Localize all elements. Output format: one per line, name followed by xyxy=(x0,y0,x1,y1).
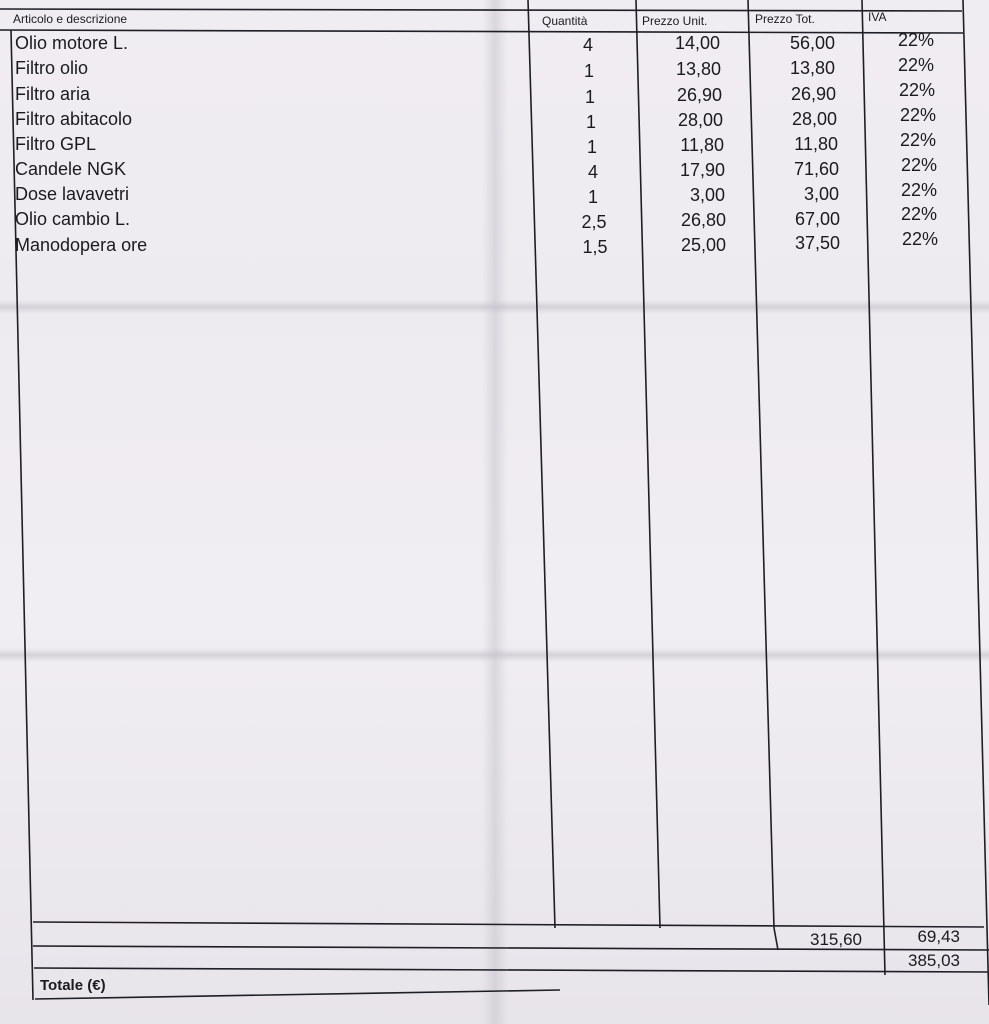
row-description: Olio cambio L. xyxy=(15,209,131,229)
row-vat: 22% xyxy=(897,30,935,50)
row-quantity: 4 xyxy=(587,162,598,182)
row-quantity: 2,5 xyxy=(581,212,607,232)
row-description: Filtro olio xyxy=(15,58,89,78)
row-quantity: 4 xyxy=(582,35,593,55)
table-row xyxy=(0,204,989,235)
header-vat: IVA xyxy=(868,10,887,24)
row-vat: 22% xyxy=(897,55,935,75)
row-unit-price: 17,90 xyxy=(679,160,725,180)
header-total-price: Prezzo Tot. xyxy=(755,12,815,26)
row-description: Filtro GPL xyxy=(15,134,97,154)
row-total-price: 71,60 xyxy=(793,159,839,179)
row-total-price: 13,80 xyxy=(789,58,835,78)
table-row xyxy=(0,55,989,84)
row-quantity: 1,5 xyxy=(582,237,608,257)
header-description: Articolo e descrizione xyxy=(13,12,128,26)
table-row xyxy=(0,80,989,110)
row-description: Olio motore L. xyxy=(15,33,129,53)
row-quantity: 1 xyxy=(587,187,598,207)
row-unit-price: 3,00 xyxy=(689,185,725,205)
row-unit-price: 26,80 xyxy=(680,210,726,230)
row-unit-price: 25,00 xyxy=(680,235,726,255)
row-vat: 22% xyxy=(900,155,938,175)
row-quantity: 1 xyxy=(584,87,595,107)
table-row xyxy=(0,130,989,160)
header-quantity: Quantità xyxy=(542,14,588,28)
row-total-price: 56,00 xyxy=(789,33,835,53)
row-description: Candele NGK xyxy=(15,159,127,179)
row-description: Dose lavavetri xyxy=(15,184,130,204)
subtotal-value: 315,60 xyxy=(810,930,862,949)
row-quantity: 1 xyxy=(586,137,597,157)
row-total-price: 11,80 xyxy=(794,134,838,154)
row-total-price: 3,00 xyxy=(803,184,839,204)
row-vat: 22% xyxy=(899,105,937,125)
total-label: Totale (€) xyxy=(40,977,106,994)
row-vat: 22% xyxy=(899,130,937,150)
row-unit-price: 13,80 xyxy=(675,59,721,79)
row-unit-price: 14,00 xyxy=(674,33,720,53)
row-unit-price: 11,80 xyxy=(680,135,724,155)
table-row xyxy=(0,180,989,210)
row-total-price: 67,00 xyxy=(794,209,840,229)
table-row xyxy=(0,229,989,261)
row-total-price: 37,50 xyxy=(794,233,840,253)
row-quantity: 1 xyxy=(583,61,594,81)
table-row xyxy=(0,105,989,135)
row-unit-price: 26,90 xyxy=(676,85,722,105)
row-description: Filtro aria xyxy=(15,84,91,104)
row-description: Manodopera ore xyxy=(15,235,148,255)
row-description: Filtro abitacolo xyxy=(15,109,133,129)
row-vat: 22% xyxy=(901,229,939,249)
vat-total-value: 69,43 xyxy=(917,927,960,946)
row-vat: 22% xyxy=(900,180,938,200)
table-row xyxy=(0,155,989,185)
header-unit-price: Prezzo Unit. xyxy=(642,14,708,28)
row-vat: 22% xyxy=(898,80,936,100)
row-quantity: 1 xyxy=(585,112,596,132)
row-unit-price: 28,00 xyxy=(677,110,723,130)
row-vat: 22% xyxy=(900,204,938,224)
row-total-price: 28,00 xyxy=(791,109,837,129)
table-row xyxy=(0,30,989,59)
row-total-price: 26,90 xyxy=(790,84,836,104)
grand-total-value: 385,03 xyxy=(908,951,960,970)
